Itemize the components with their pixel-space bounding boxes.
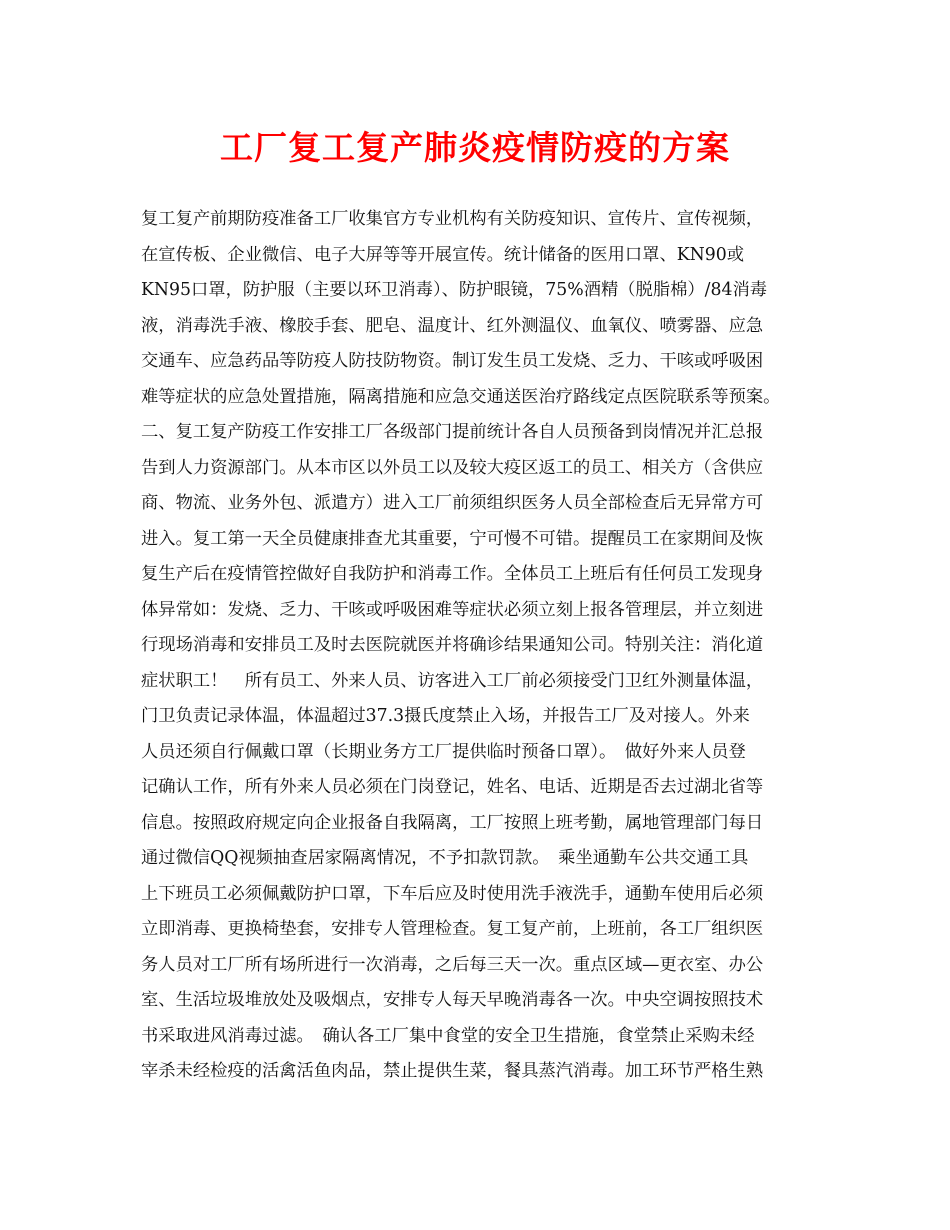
body-line: 商、物流、业务外包、派遣方）进入工厂前须组织医务人员全部检查后无异常方可 (141, 493, 764, 513)
body-line: 信息。按照政府规定向企业报备自我隔离，工厂按照上班考勤，属地管理部门每日 (141, 812, 764, 833)
body-line: 上下班员工必须佩戴防护口罩，下车后应及时使用洗手液洗手，通勤车使用后必须 (141, 883, 764, 904)
body-line: 记确认工作，所有外来人员必须在门岗登记，姓名、电话、近期是否去过湖北省等 (141, 777, 764, 797)
body-line: 行现场消毒和安排员工及时去医院就医并将确诊结果通知公司。特别关注：消化道 (141, 635, 764, 655)
body-line: KN95口罩，防护服（主要以环卫消毒）、防护眼镜，75%酒精（脱脂棉）/84消毒 (141, 280, 768, 300)
body-line: 立即消毒、更换椅垫套，安排专人管理检查。复工复产前，上班前，各工厂组织医 (141, 919, 764, 939)
body-line: 门卫负责记录体温，体温超过37.3摄氏度禁止入场，并报告工厂及对接人。外来 (141, 706, 750, 726)
body-line: 症状职工！ 所有员工、外来人员、访客进入工厂前必须接受门卫红外测量体温， (141, 670, 764, 691)
body-line: 人员还须自行佩戴口罩（长期业务方工厂提供临时预备口罩）。 做好外来人员登 (141, 741, 746, 762)
body-line: 通过微信QQ视频抽查居家隔离情况，不予扣款罚款。 乘坐通勤车公共交通工具 (141, 848, 749, 868)
body-line: 复工复产前期防疫准备工厂收集官方专业机构有关防疫知识、宣传片、宣传视频， (141, 209, 764, 229)
body-line: 体异常如：发烧、乏力、干咳或呼吸困难等症状必须立刻上报各管理层，并立刻进 (141, 599, 764, 620)
body-line: 二、复工复产防疫工作安排工厂各级部门提前统计各自人员预备到岗情况并汇总报 (141, 422, 764, 442)
body-line: 告到人力资源部门。从本市区以外员工以及较大疫区返工的员工、相关方（含供应 (141, 457, 764, 478)
body-line: 进入。复工第一天全员健康排查尤其重要，宁可慢不可错。提醒员工在家期间及恢 (141, 528, 764, 549)
document-title: 工厂复工复产肺炎疫情防疫的方案 (220, 128, 730, 167)
body-line: 液，消毒洗手液、橡胶手套、肥皂、温度计、红外测温仪、血氧仪、喷雾器、应急 (141, 315, 764, 336)
body-line: 书采取进风消毒过滤。 确认各工厂集中食堂的安全卫生措施，食堂禁止采购未经 (141, 1025, 755, 1046)
body-line: 难等症状的应急处置措施，隔离措施和应急交通送医治疗路线定点医院联系等预案。 (141, 386, 781, 407)
body-line: 宰杀未经检疫的活禽活鱼肉品，禁止提供生菜，餐具蒸汽消毒。加工环节严格生熟 (141, 1061, 764, 1081)
body-line: 室、生活垃圾堆放处及吸烟点，安排专人每天早晚消毒各一次。中央空调按照技术 (141, 990, 764, 1010)
body-line: 复生产后在疫情管控做好自我防护和消毒工作。全体员工上班后有任何员工发现身 (141, 564, 764, 584)
body-line: 在宣传板、企业微信、电子大屏等等开展宣传。统计储备的医用口罩、KN90或 (141, 244, 745, 265)
document-body (141, 202, 831, 1090)
body-line: 务人员对工厂所有场所进行一次消毒，之后每三天一次。重点区域—更衣室、办公 (141, 954, 764, 975)
body-line: 交通车、应急药品等防疫人防技防物资。制订发生员工发烧、乏力、干咳或呼吸困 (141, 351, 764, 371)
